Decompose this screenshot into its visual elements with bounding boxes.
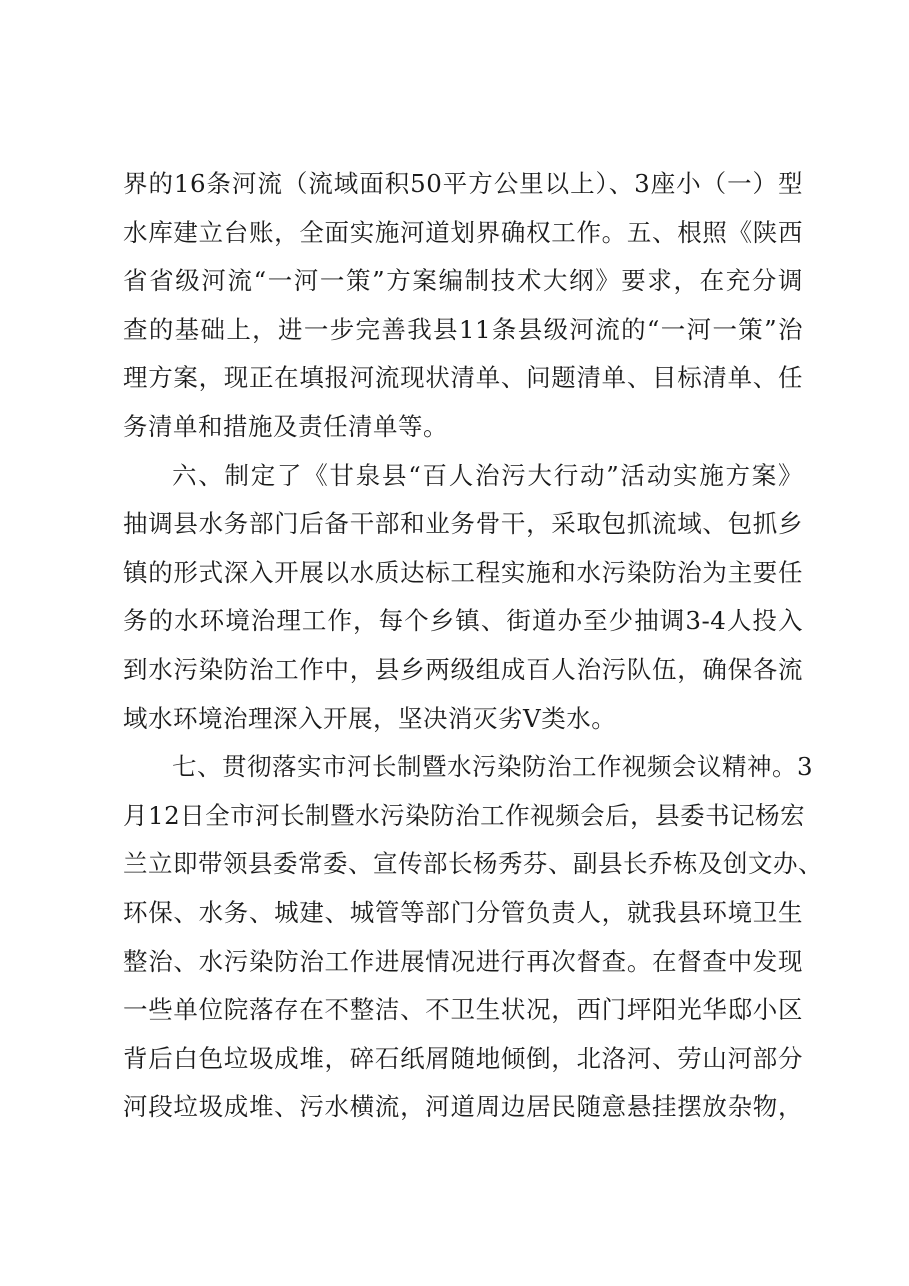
paragraph-line: 查的基础上，进一步完善我县11条县级河流的“一河一策”治 bbox=[123, 314, 803, 344]
paragraph-line: 理方案，现正在填报河流现状清单、问题清单、目标清单、任 bbox=[123, 363, 803, 393]
document-body bbox=[123, 160, 823, 1132]
paragraph-line: 背后白色垃圾成堆，碎石纸屑随地倾倒，北洛河、劳山河部分 bbox=[123, 1043, 803, 1073]
paragraph-2 bbox=[123, 452, 803, 744]
paragraph-line: 域水环境治理深入开展，坚决消灭劣V类水。 bbox=[123, 703, 617, 733]
paragraph-3 bbox=[123, 743, 823, 1132]
paragraph-line: 兰立即带领县委常委、宣传部长杨秀芬、副县长乔栋及创文办、 bbox=[123, 849, 823, 879]
paragraph-line: 河段垃圾成堆、污水横流，河道周边居民随意悬挂摆放杂物， bbox=[123, 1092, 803, 1122]
paragraph-line: 月12日全市河长制暨水污染防治工作视频会后，县委书记杨宏 bbox=[123, 800, 806, 830]
paragraph-line: 六、制定了《甘泉县“百人治污大行动”活动实施方案》 bbox=[172, 460, 803, 490]
paragraph-line: 务清单和措施及责任清单等。 bbox=[123, 411, 448, 441]
paragraph-1 bbox=[123, 160, 803, 452]
paragraph-line: 环保、水务、城建、城管等部门分管负责人，就我县环境卫生 bbox=[123, 897, 803, 927]
paragraph-line: 到水污染防治工作中，县乡两级组成百人治污队伍，确保各流 bbox=[123, 654, 803, 684]
paragraph-line: 七、贯彻落实市河长制暨水污染防治工作视频会议精神。3 bbox=[172, 752, 814, 782]
paragraph-line: 省省级河流“一河一策”方案编制技术大纲》要求，在充分调 bbox=[123, 266, 803, 296]
paragraph-line: 务的水环境治理工作，每个乡镇、街道办至少抽调3-4人投入 bbox=[123, 606, 803, 636]
paragraph-line: 界的16条河流（流域面积50平方公里以上）、3座小（一）型 bbox=[123, 169, 803, 198]
paragraph-line: 水库建立台账，全面实施河道划界确权工作。五、根照《陕西 bbox=[123, 217, 803, 247]
paragraph-line: 抽调县水务部门后备干部和业务骨干，采取包抓流域、包抓乡 bbox=[123, 509, 803, 539]
paragraph-line: 整治、水污染防治工作进展情况进行再次督查。在督查中发现 bbox=[123, 946, 803, 976]
paragraph-line: 镇的形式深入开展以水质达标工程实施和水污染防治为主要任 bbox=[123, 557, 803, 587]
paragraph-line: 一些单位院落存在不整洁、不卫生状况，西门坪阳光华邸小区 bbox=[123, 995, 803, 1025]
